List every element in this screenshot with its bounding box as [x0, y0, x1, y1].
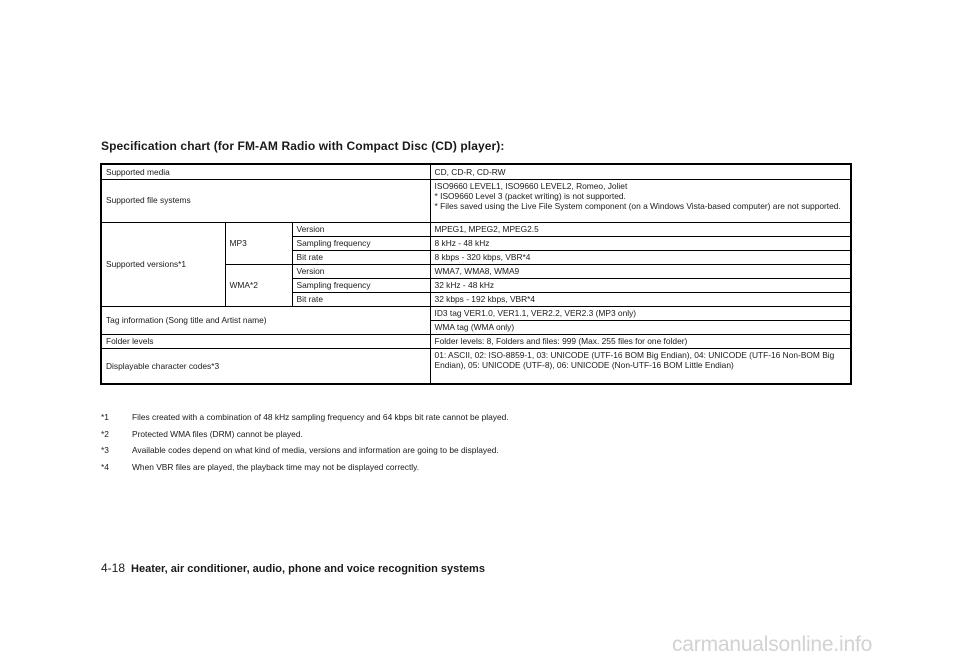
watermark: carmanualsonline.info [672, 633, 873, 656]
footnote-mark: *4 [101, 461, 109, 472]
footnote-mark: *2 [101, 428, 109, 439]
supported-versions-label: Supported versions*1 [101, 222, 225, 306]
footnote-text: Protected WMA files (DRM) cannot be played. [132, 428, 303, 439]
footnote [101, 426, 861, 443]
footnote-text: Available codes depend on what kind of media, versions and information are going to be displayed. [132, 445, 499, 455]
wma-param: Version [292, 264, 430, 278]
table-row [101, 164, 851, 179]
wma-value: 32 kHz - 48 kHz [430, 278, 851, 292]
wma-param: Sampling frequency [292, 278, 430, 292]
wma-value: WMA7, WMA8, WMA9 [430, 264, 851, 278]
tag-info-label: Tag information (Song title and Artist name) [101, 306, 430, 334]
mp3-value: 8 kbps - 320 kbps, VBR*4 [430, 250, 851, 264]
file-systems-line: * ISO9660 Level 3 (packet writing) is not supported. [434, 190, 626, 201]
file-systems-value [430, 179, 851, 222]
char-codes-label: Displayable character codes*3 [101, 348, 430, 384]
folder-levels-label: Folder levels [101, 334, 430, 348]
file-systems-line: * Files saved using the Live File System component (on a Windows Vista-based computer) are not supported. [434, 201, 841, 212]
mp3-label: MP3 [225, 222, 292, 264]
mp3-value: MPEG1, MPEG2, MPEG2.5 [430, 222, 851, 236]
folder-levels-value: Folder levels: 8, Folders and files: 999 (Max. 255 files for one folder) [430, 334, 851, 348]
table-row [101, 334, 851, 348]
table-row [101, 348, 851, 384]
mp3-param: Sampling frequency [292, 236, 430, 250]
chart-heading: Specification chart (for FM-AM Radio with Compact Disc (CD) player): [101, 139, 505, 153]
section-title: Heater, air conditioner, audio, phone and voice recognition systems [131, 563, 485, 575]
table-row [101, 222, 851, 236]
tag-info-value: ID3 tag VER1.0, VER1.1, VER2.2, VER2.3 (MP3 only) [430, 306, 851, 320]
footnote-text: Files created with a combination of 48 kHz sampling frequency and 64 kbps bit rate cannot be played. [132, 412, 509, 422]
mp3-param: Version [292, 222, 430, 236]
footnote-text: When VBR files are played, the playback time may not be displayed correctly. [132, 461, 420, 472]
wma-value: 32 kbps - 192 kbps, VBR*4 [430, 292, 851, 306]
wma-param: Bit rate [292, 292, 430, 306]
footnote-mark: *3 [101, 445, 109, 455]
footnote [101, 409, 861, 426]
file-systems-line: ISO9660 LEVEL1, ISO9660 LEVEL2, Romeo, Joliet [434, 180, 628, 191]
page-footer [101, 561, 485, 575]
file-systems-label: Supported file systems [101, 179, 430, 222]
footnote [101, 459, 861, 476]
table-row [101, 306, 851, 320]
mp3-value: 8 kHz - 48 kHz [430, 236, 851, 250]
specification-table [100, 163, 852, 385]
wma-label: WMA*2 [225, 264, 292, 306]
table-row [101, 179, 851, 222]
mp3-param: Bit rate [292, 250, 430, 264]
supported-media-label: Supported media [101, 164, 430, 179]
footnote-mark: *1 [101, 412, 109, 422]
tag-info-value: WMA tag (WMA only) [430, 320, 851, 334]
supported-media-value: CD, CD-R, CD-RW [430, 164, 851, 179]
footnotes [101, 409, 861, 475]
page-number: 4-18 [101, 561, 126, 575]
char-codes-value: 01: ASCII, 02: ISO-8859-1, 03: UNICODE (UTF-16 BOM Big Endian), 04: UNICODE (UTF-16 Non-BOM Big Endian), 05: UNICODE (UTF-8), 06: UNICODE (Non-UTF-16 BOM Little Endian) [430, 348, 851, 384]
footnote [101, 442, 861, 459]
